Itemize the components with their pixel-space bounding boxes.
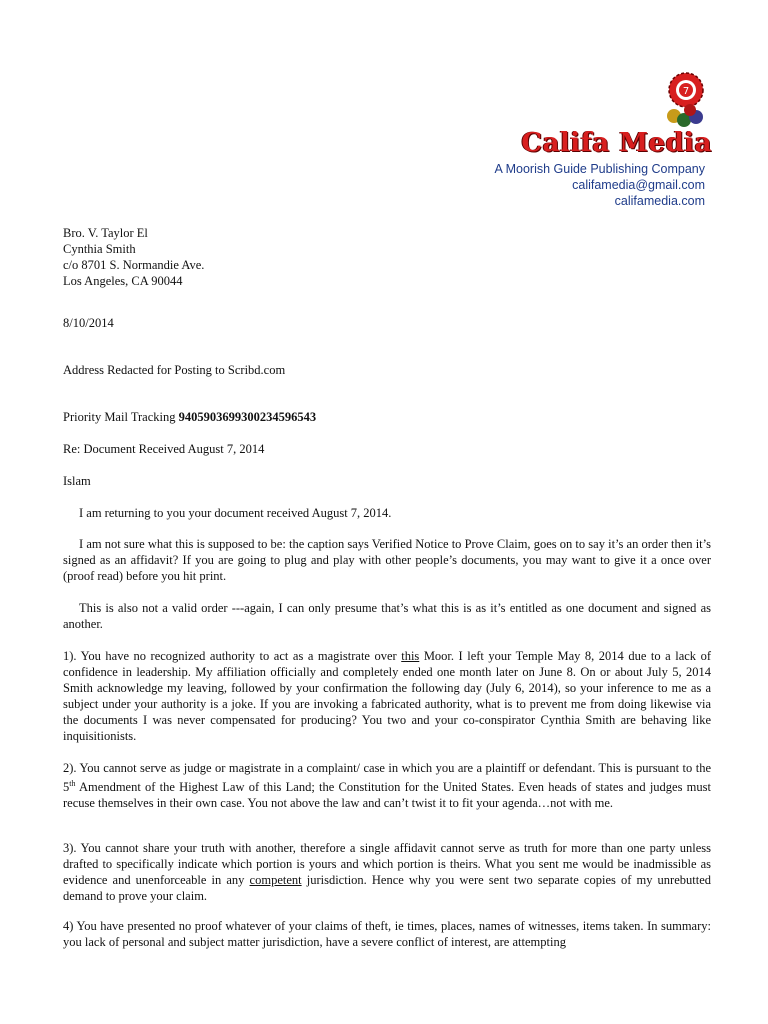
paragraph-text [63, 648, 711, 744]
recipient-line: Los Angeles, CA 90044 [63, 274, 183, 288]
paragraph-text [63, 840, 711, 904]
redaction-note: Address Redacted for Posting to Scribd.com [63, 363, 286, 377]
svg-text:7: 7 [682, 86, 690, 97]
tracking-line [63, 409, 711, 425]
paragraph-text [63, 760, 711, 811]
recipient-line: Cynthia Smith [63, 242, 136, 256]
brand-name: Califa Media [521, 128, 712, 158]
body-paragraph-5 [63, 760, 711, 811]
paragraph-text: 4) You have presented no proof whatever of your claims of theft, ie times, places, names of witnesses, items taken. In summary: you lack of personal and subject matter jurisdiction, have a severe conflict of interest, are attempting [63, 919, 711, 949]
letter-date: 8/10/2014 [63, 316, 114, 330]
company-info [494, 161, 705, 209]
re-line: Re: Document Received August 7, 2014 [63, 442, 265, 456]
text-run: Moor. I left your Temple May 8, 2014 due to a lack of confidence in leadership. My affiliation officially and completely ended one month later on June 8. On or about July 5, 2014 Smith acknowledge my leaving, followed by your confirmation the following day (July 6, 2014), so your inference to me as a subject under your authority is a joke. If you are invoking a fabricated authority, what is to prevent me from doing likewise via the documents I was never compensated for producing? You two and your co-conspirator Cynthia Smith are behaving like inquisitionists. [63, 649, 711, 743]
superscript: th [69, 779, 76, 788]
tracking-label: Priority Mail Tracking [63, 410, 176, 424]
company-tagline: A Moorish Guide Publishing Company [494, 162, 705, 176]
greeting: Islam [63, 474, 91, 488]
paragraph-text: I am returning to you your document received August 7, 2014. [79, 506, 392, 520]
paragraph-text: I am not sure what this is supposed to be: the caption says Verified Notice to Prove Claim, goes on to say it’s an order then it’s signed as an affidavit? If you are going to plug and play with other people’s documents, you may want to give it a once over (proof read) before you hit print. [63, 537, 711, 583]
text-run: 3). You cannot share your truth with another, therefore a single affidavit cannot serve as truth for more than one party unless drafted to specifically indicate which portion is yours and which portion is theirs. What you sent me would be inadmissible as evidence and unenforceable in any [63, 841, 711, 887]
underlined-text: competent [249, 873, 302, 887]
text-run: 1). You have no recognized authority to act as a magistrate over [63, 649, 402, 663]
body-paragraph-2 [63, 536, 711, 584]
body-paragraph-4 [63, 648, 711, 744]
text-run: Amendment of the Highest Law of this Land; the Constitution for the United States. Even heads of states and judges must recuse themselves in their own case. You not above the law and can’t twist it to fit your agenda…not with me. [63, 780, 711, 811]
underlined-text: this [401, 649, 420, 663]
recipient-line: c/o 8701 S. Normandie Ave. [63, 258, 205, 272]
company-email[interactable]: califamedia@gmail.com [572, 178, 705, 192]
body-paragraph-1 [63, 505, 711, 521]
company-website[interactable]: califamedia.com [614, 194, 705, 208]
body-paragraph-7 [63, 918, 711, 950]
body-paragraph-3 [63, 600, 711, 632]
recipient-line: Bro. V. Taylor El [63, 226, 148, 240]
paragraph-text: This is also not a valid order ---again, I can only presume that’s what this is as it’s entitled as one document and signed as another. [63, 601, 711, 631]
text-run: jurisdiction. Hence why you were sent two separate copies of my unrebutted demand to prove your claim. [63, 873, 711, 903]
moorish-seal-icon [664, 70, 708, 128]
tracking-number: 9405903699300234596543 [178, 410, 317, 424]
body-paragraph-6 [63, 840, 711, 904]
recipient-address [63, 225, 711, 289]
text-run: 2). You cannot serve as judge or magistrate in a complaint/ case in which you are a plaintiff or defendant. This is pursuant to the 5 [63, 761, 711, 795]
